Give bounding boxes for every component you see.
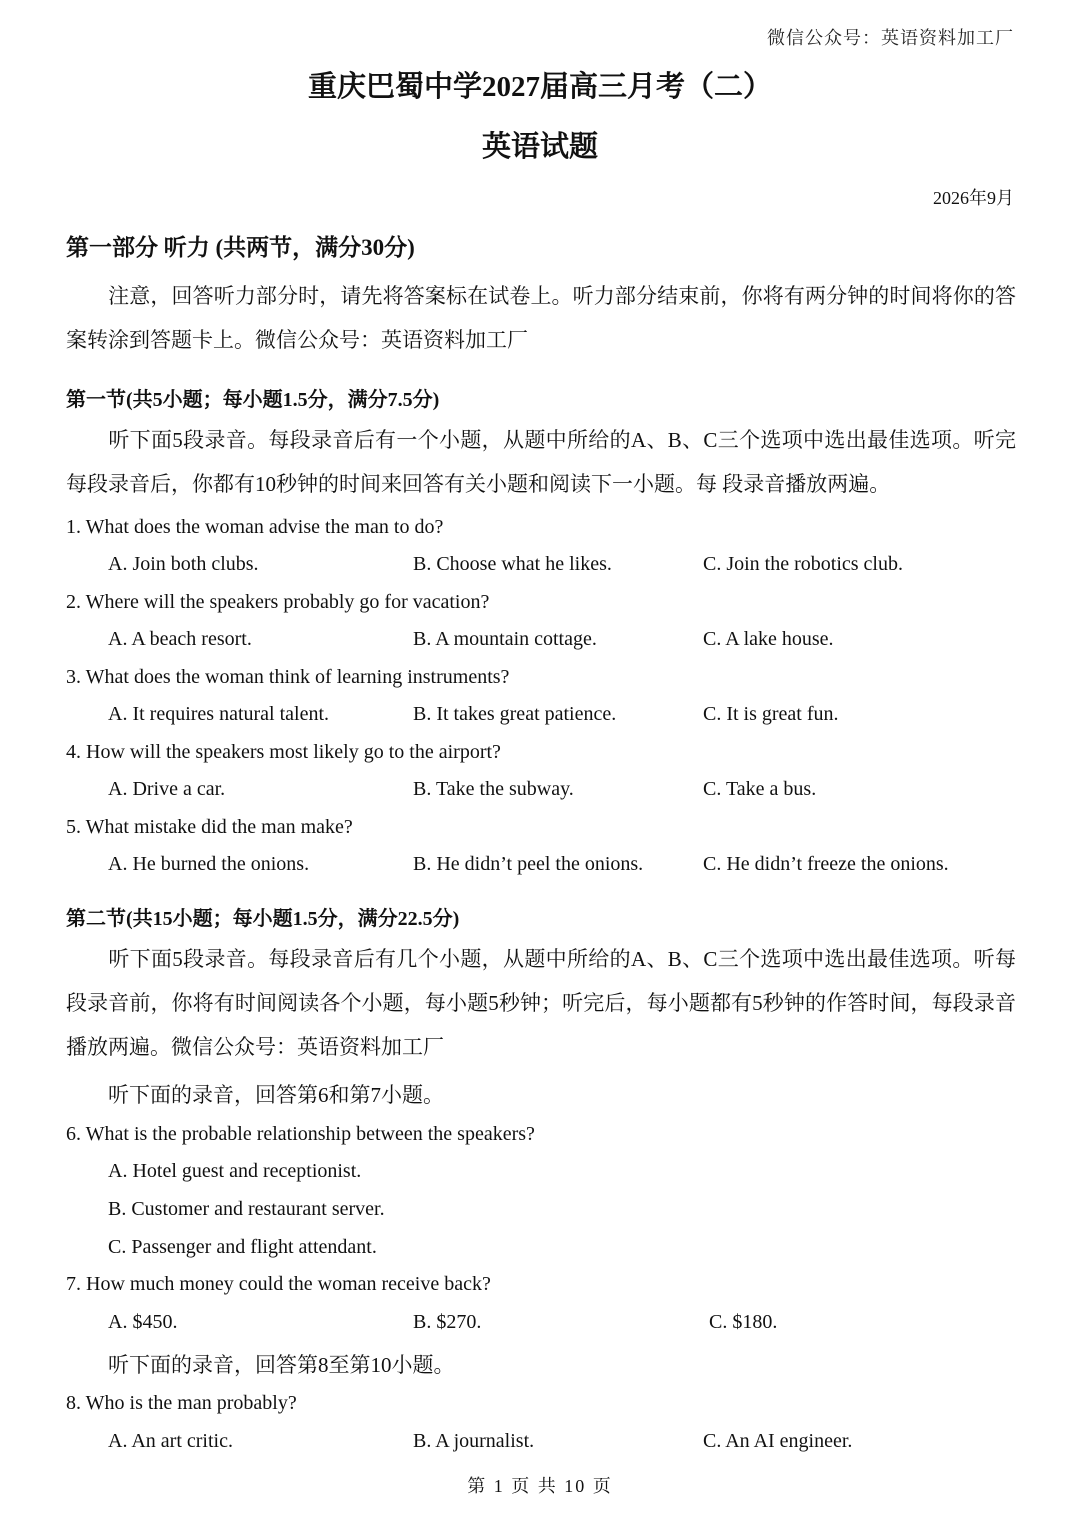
- q8-option-c: C. An AI engineer.: [703, 1430, 853, 1452]
- part1-note-text: 注意，回答听力部分时，请先将答案标在试卷上。听力部分结束前，你将有两分钟的时间将你的答案转涂到答题卡上。微信公众号：英语资料加工厂: [66, 284, 1016, 352]
- exam-subject-title: 英语试题: [481, 131, 598, 163]
- q2-option-a: A. A beach resort.: [108, 628, 252, 650]
- part1-note: [66, 274, 1016, 362]
- watermark-text: 微信公众号：英语资料加工厂: [767, 28, 1014, 48]
- q3-option-a: A. It requires natural talent.: [108, 703, 330, 725]
- q7-option-a: A. $450.: [108, 1311, 178, 1333]
- question-7: 7. How much money could the woman receive back?: [66, 1273, 491, 1295]
- q4-option-b: B. Take the subway.: [413, 778, 574, 800]
- q6-option-b: B. Customer and restaurant server.: [108, 1198, 385, 1220]
- q6-option-a: A. Hotel guest and receptionist.: [108, 1160, 362, 1182]
- question-2: 2. Where will the speakers probably go for vacation?: [66, 591, 490, 613]
- q3-option-c: C. It is great fun.: [703, 703, 839, 725]
- q5-option-b: B. He didn’t peel the onions.: [413, 853, 644, 875]
- q3-option-b: B. It takes great patience.: [413, 703, 617, 725]
- section1-instruction-text: 听下面5段录音。每段录音后有一个小题，从题中所给的A、B、C三个选项中选出最佳选项。听完每段录音后，你都有10秒钟的时间来回答有关小题和阅读下一小题。每 段录音播放两遍。: [66, 428, 1016, 496]
- q7-option-b: B. $270.: [413, 1311, 482, 1333]
- q8-option-b: B. A journalist.: [413, 1430, 535, 1452]
- q8-option-a: A. An art critic.: [108, 1430, 233, 1452]
- section1-heading: 第一节(共5小题；每小题1.5分，满分7.5分): [66, 389, 440, 411]
- q4-option-c: C. Take a bus.: [703, 778, 817, 800]
- q1-option-b: B. Choose what he likes.: [413, 553, 612, 575]
- q2-option-b: B. A mountain cottage.: [413, 628, 597, 650]
- question-1: 1. What does the woman advise the man to do?: [66, 516, 444, 538]
- q4-option-a: A. Drive a car.: [108, 778, 226, 800]
- q2-option-c: C. A lake house.: [703, 628, 834, 650]
- q5-option-c: C. He didn’t freeze the onions.: [703, 853, 949, 875]
- question-4: 4. How will the speakers most likely go to the airport?: [66, 741, 501, 763]
- q7-option-c: C. $180.: [709, 1311, 778, 1333]
- listen-6-7-instruction: 听下面的录音，回答第6和第7小题。: [108, 1083, 444, 1107]
- question-3: 3. What does the woman think of learning instruments?: [66, 666, 510, 688]
- section2-heading: 第二节(共15小题；每小题1.5分，满分22.5分): [66, 908, 460, 930]
- section2-instruction-text: 听下面5段录音。每段录音后有几个小题，从题中所给的A、B、C三个选项中选出最佳选项。听每段录音前，你将有时间阅读各个小题，每小题5秒钟；听完后，每小题都有5秒钟的作答时间，每段录音播放两遍。微信公众号：英语资料加工厂: [66, 947, 1016, 1059]
- q6-option-c: C. Passenger and flight attendant.: [108, 1236, 377, 1258]
- page-footer: 第 1 页 共 10 页: [467, 1476, 613, 1496]
- question-5: 5. What mistake did the man make?: [66, 816, 353, 838]
- part1-heading: 第一部分 听力 (共两节，满分30分): [66, 235, 415, 260]
- section1-instruction: [66, 418, 1016, 506]
- exam-date: 2026年9月: [933, 188, 1014, 208]
- question-6: 6. What is the probable relationship between the speakers?: [66, 1123, 535, 1145]
- section2-instruction: [66, 937, 1016, 1069]
- q1-option-c: C. Join the robotics club.: [703, 553, 903, 575]
- exam-title: 重庆巴蜀中学2027届高三月考（二）: [307, 71, 772, 103]
- q1-option-a: A. Join both clubs.: [108, 553, 259, 575]
- listen-8-10-instruction: 听下面的录音，回答第8至第10小题。: [108, 1353, 455, 1377]
- question-8: 8. Who is the man probably?: [66, 1392, 297, 1414]
- q5-option-a: A. He burned the onions.: [108, 853, 310, 875]
